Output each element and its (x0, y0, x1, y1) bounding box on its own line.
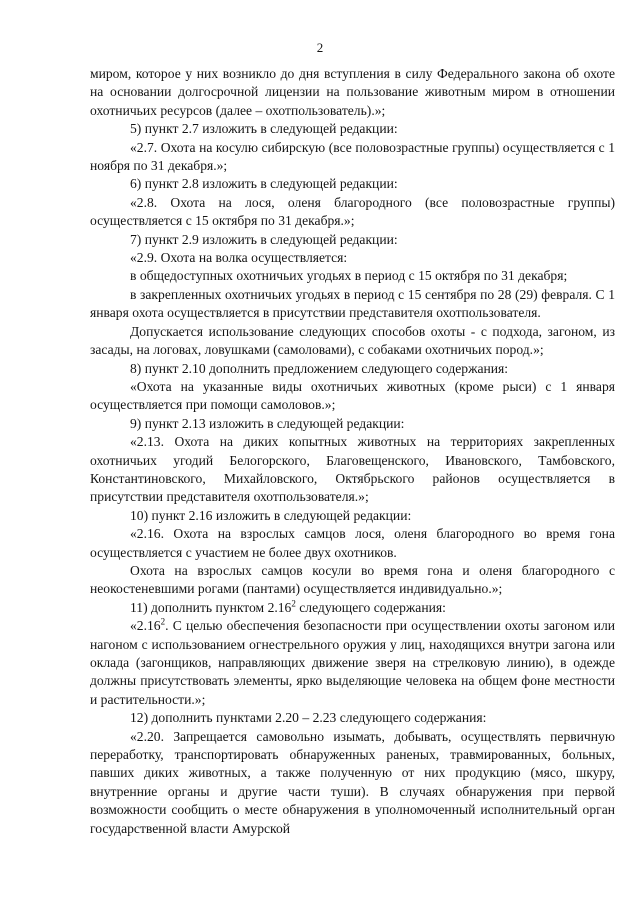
paragraph: 10) пункт 2.16 изложить в следующей редакции: (130, 507, 412, 523)
text-run: 11) дополнить пунктом 2.16 (130, 599, 292, 615)
text-run: «2.16 (130, 618, 161, 634)
paragraph: миром, которое у них возникло до дня вступления в силу Федерального закона об охоте на основании долгосрочной лицензии на пользование животным миром в отношении охотничьих ресурсов (далее – охотпользователь).»; (90, 66, 615, 118)
paragraph: «2.13. Охота на диких копытных животных на территориях закрепленных охотничьих угодий Белогорского, Благовещенского, Ивановского, Тамбовского, Константиновского, Михайловского, Октябрьского районов осуществляется в присутствии представителя охотпользователя.»; (90, 434, 615, 505)
paragraph: «2.9. Охота на волка осуществляется: (130, 250, 348, 266)
paragraph: 7) пункт 2.9 изложить в следующей редакции: (130, 231, 398, 247)
text-run: следующего содержания: (295, 599, 446, 615)
paragraph: в общедоступных охотничьих угодьях в период с 15 октября по 31 декабря; (130, 268, 568, 284)
paragraph: «2.8. Охота на лося, оленя благородного (все половозрастные группы) осуществляется с 15 октября по 31 декабря.»; (90, 194, 615, 229)
paragraph: Допускается использование следующих способов охоты - с подхода, загоном, из засады, на логовах, ловушками (самоловами), с собаками охотничьих пород.»; (90, 323, 615, 358)
paragraph: 12) дополнить пунктами 2.20 – 2.23 следующего содержания: (130, 710, 487, 726)
document-body (90, 65, 615, 838)
paragraph: «2.20. Запрещается самовольно изымать, добывать, осуществлять первичную переработку, транспортировать обнаруженных раненых, травмированных, больных, павших диких животных, а также полученную от них продукцию (мясо, шкуру, внутренние органы и другие части туши). В случаях обнаружения при первой возможности сообщить о месте обнаружения в уполномоченный исполнительный орган государственной власти Амурской (90, 728, 615, 836)
superscript: 2 (291, 598, 296, 609)
paragraph: 9) пункт 2.13 изложить в следующей редакции: (130, 415, 405, 431)
paragraph: Охота на взрослых самцов косули во время гона и оленя благородного с неокостеневшими рогами (пантами) осуществляется индивидуально.»; (90, 562, 615, 597)
paragraph-item-11-body (90, 617, 615, 709)
paragraph: 5) пункт 2.7 изложить в следующей редакции: (130, 121, 398, 137)
paragraph: 8) пункт 2.10 дополнить предложением следующего содержания: (130, 360, 509, 376)
superscript: 2 (160, 616, 166, 627)
page-number: 2 (316, 40, 324, 55)
paragraph: «Охота на указанные виды охотничьих животных (кроме рыси) с 1 января осуществляется при помощи самоловов.»; (90, 378, 615, 413)
paragraph: в закрепленных охотничьих угодьях в период с 15 сентября по 28 (29) февраля. С 1 января охота осуществляется в присутствии представителя охотпользователя. (90, 286, 615, 321)
paragraph: «2.16. Охота на взрослых самцов лося, оленя благородного во время гона осуществляется с участием не более двух охотников. (90, 526, 615, 560)
paragraph: «2.7. Охота на косулю сибирскую (все половозрастные группы) осуществляется с 1 ноября по 31 декабря.»; (90, 139, 615, 174)
paragraph: 6) пункт 2.8 изложить в следующей редакции: (130, 176, 398, 192)
paragraph-item-11 (90, 599, 615, 617)
text-run: . С целью обеспечения безопасности при осуществлении охоты загоном или нагоном с использованием огнестрельного оружия у лиц, находящихся внутри загона или оклада (загонщиков, направляющих движение зверя на стрелковую линию), в одежде должны присутствовать элементы, ярко выделяющие человека на общем фоне местности и растительности.»; (90, 618, 615, 707)
